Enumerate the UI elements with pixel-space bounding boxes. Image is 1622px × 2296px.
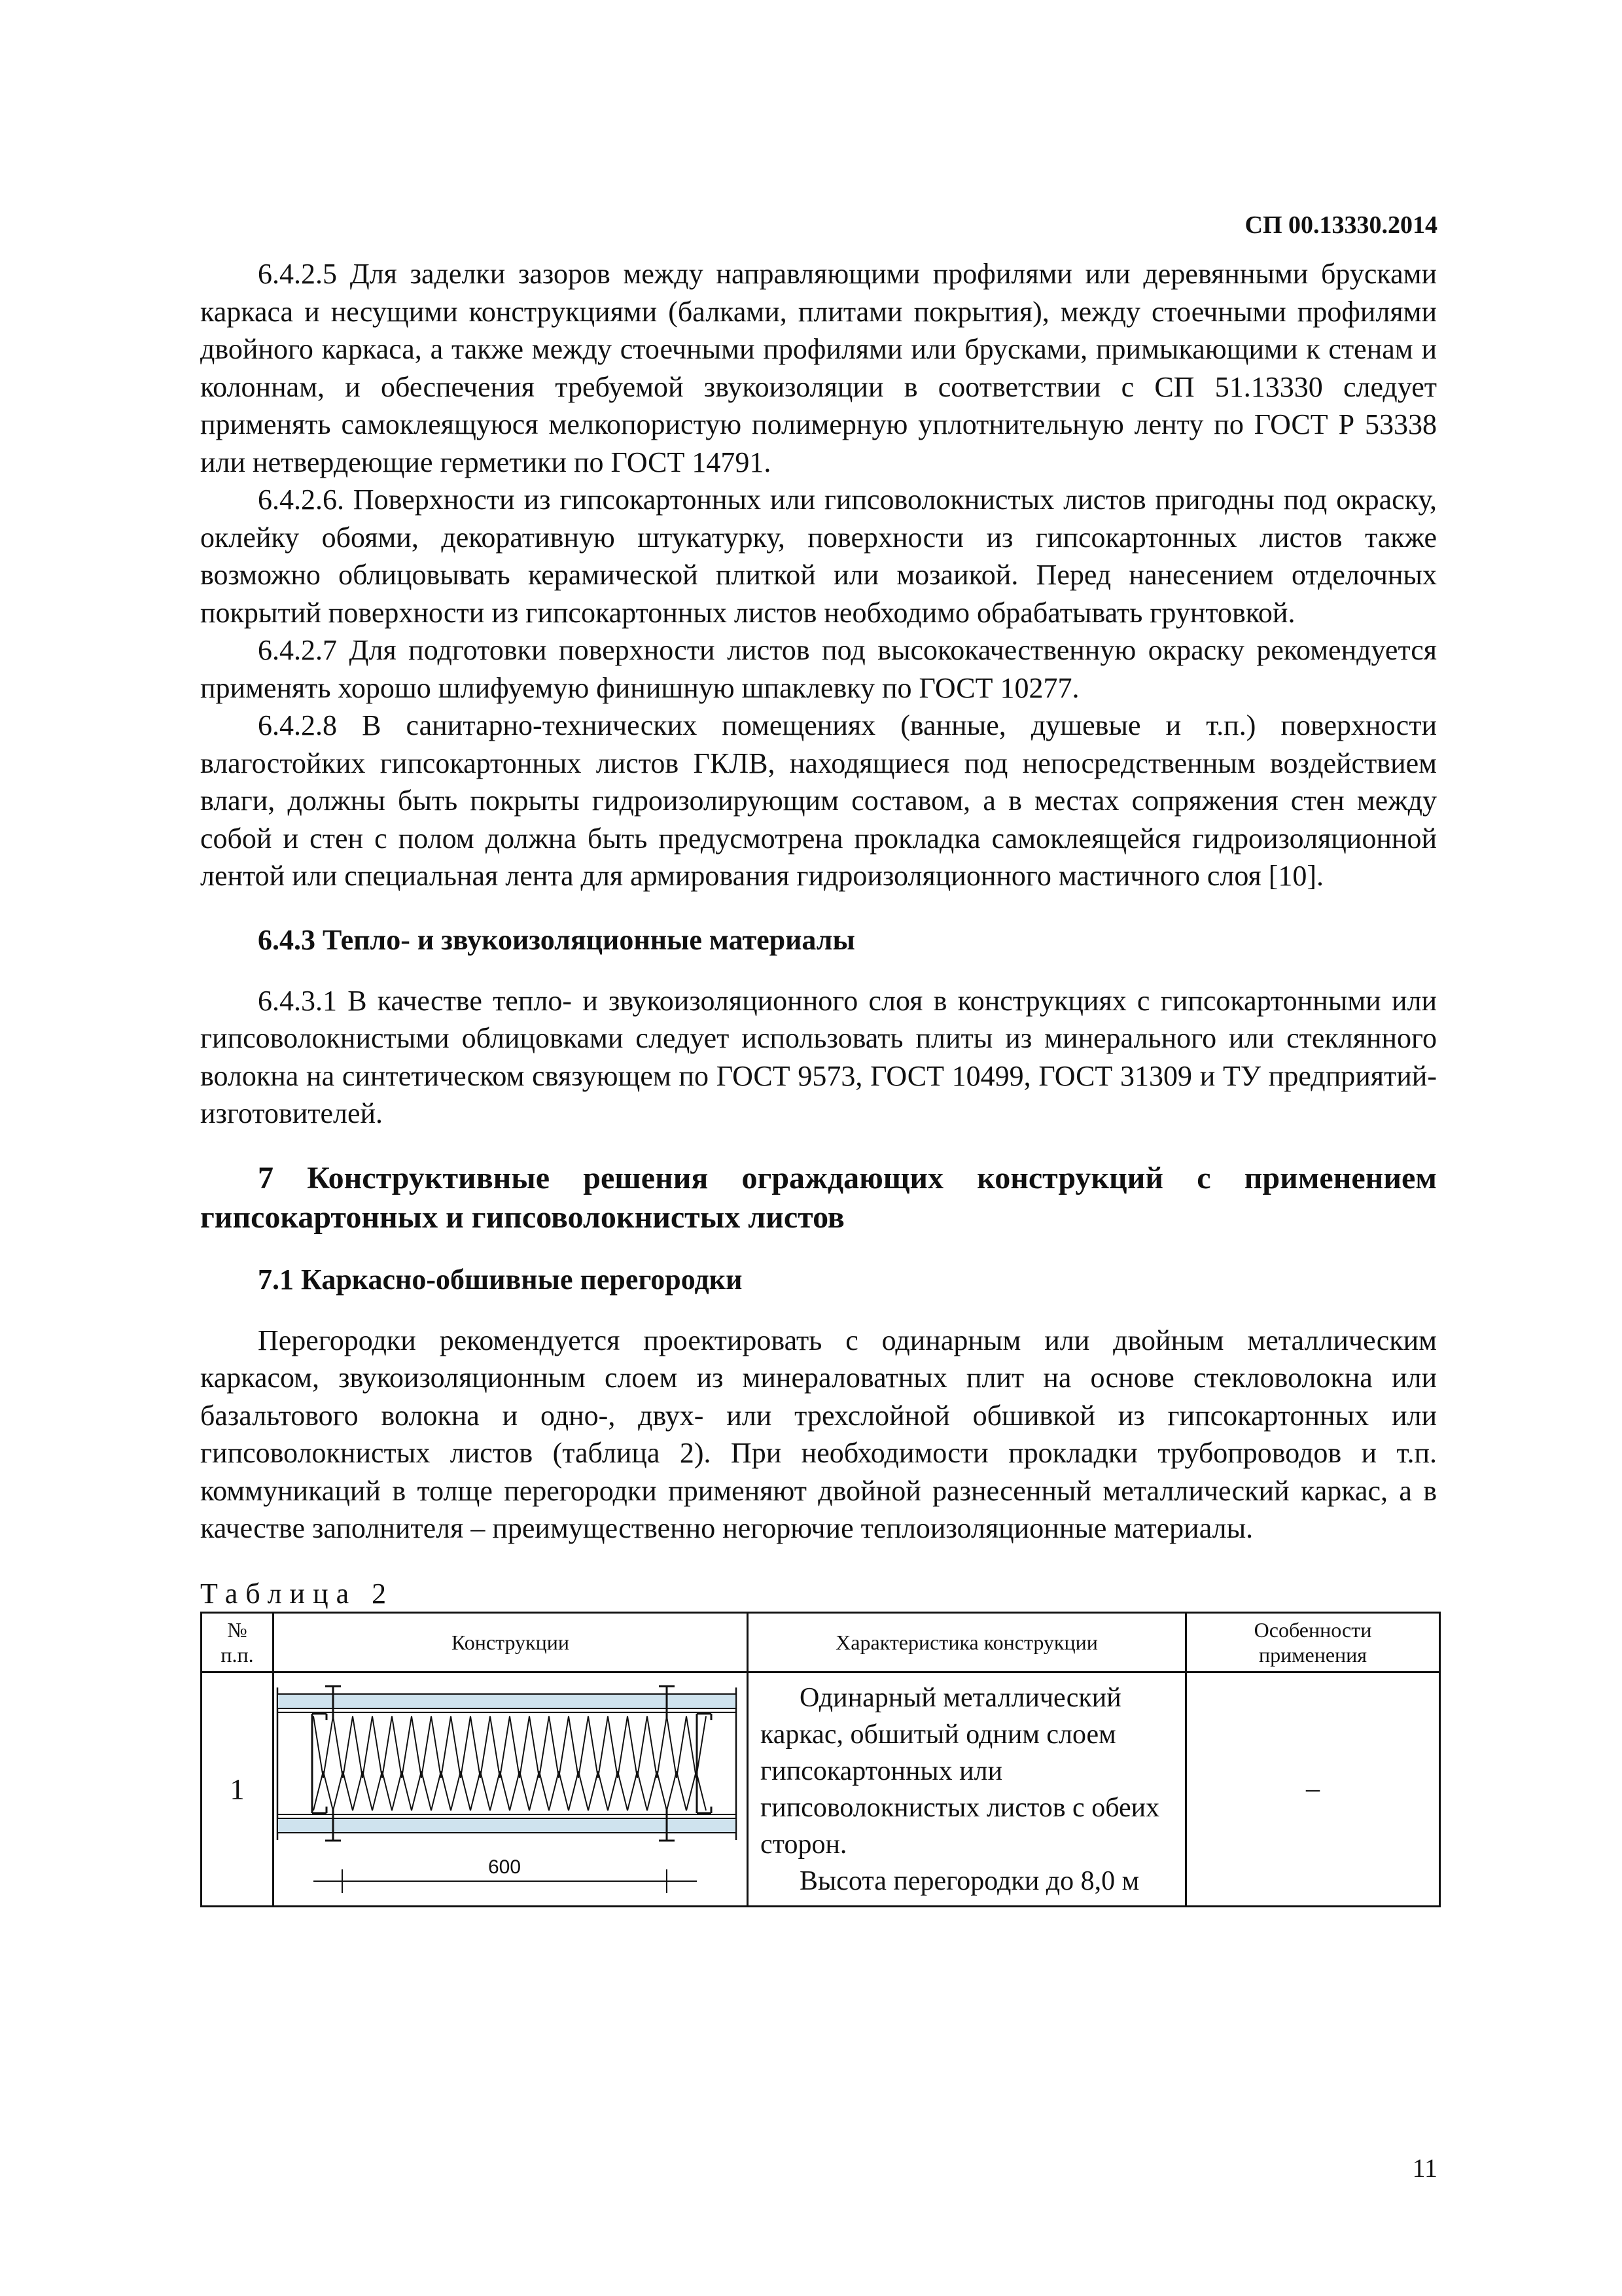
insulation-zigzag bbox=[313, 1716, 706, 1778]
construction-drawing-cell bbox=[273, 1672, 748, 1906]
page-content bbox=[200, 255, 1437, 1907]
characteristic-text: Одинарный металлический каркас, обшитый одним слоем гипсокартонных или гипсоволокнистых листов с обеих сторон. bbox=[760, 1683, 1160, 1860]
header-features-line2: применения bbox=[1259, 1642, 1367, 1667]
header-num-line1: № bbox=[227, 1617, 247, 1642]
paragraph-7-1: Перегородки рекомендуется проектировать с одинарным или двойным металлическим каркасом, звукоизоляционным слоем из минераловатных плит на основе стекловолокна или базальтового волокна и одно-, двух- или трехслойной обшивкой из гипсокартонных или гипсоволокнистых листов (таблица 2). При необходимости прокладки трубопроводов и т.п. коммуникаций в толще перегородки применяют двойной разнесенный металлический каркас, а в качестве заполнителя – преимущественно негорючие теплоизоляционные материалы. bbox=[200, 1324, 1437, 1544]
table-caption: Таблица 2 bbox=[200, 1577, 395, 1610]
header-num-line2: п.п. bbox=[220, 1642, 254, 1667]
header-characteristic: Характеристика конструкции bbox=[748, 1612, 1186, 1672]
dimension-label: 600 bbox=[487, 1856, 521, 1878]
paragraph-6-4-2-5: 6.4.2.5 Для заделки зазоров между направляющими профилями или деревянными брусками каркаса и несущими конструкциями (балками, плитами покрытия), между стоечными профилями двойного каркаса, а также между стоечными профилями или брусками, примыкающими к стенам и колоннам, и обеспечения требуемой звукоизоляции в соответствии с СП 51.13330 следует применять самоклеящуюся мелкопористую полимерную уплотнительную ленту по ГОСТ Р 53338 или нетвердеющие герметики по ГОСТ 14791. bbox=[200, 258, 1437, 478]
heading-7-1: 7.1 Каркасно-обшивные перегородки bbox=[258, 1263, 743, 1296]
insulation-zigzag-lower bbox=[313, 1771, 706, 1810]
screws bbox=[325, 1686, 675, 1841]
header-num bbox=[202, 1612, 273, 1672]
steel-stud-left bbox=[312, 1714, 326, 1813]
table-header-row bbox=[202, 1612, 1440, 1672]
features-cell: – bbox=[1186, 1672, 1440, 1906]
heading-section-7: 7 Конструктивные решения ограждающих конструкций с применением гипсокартонных и гипсоволокнистых листов bbox=[200, 1160, 1437, 1235]
characteristic-cell bbox=[748, 1672, 1186, 1906]
paragraph-6-4-2-8: 6.4.2.8 В санитарно-технических помещениях (ванные, душевые и т.п.) поверхности влагостойких гипсокартонных листов ГКЛВ, находящиеся под непосредственным воздействием влаги, должны быть покрыты гидроизолирующим составом, а в местах сопряжения стен между собой и стен с полом должна быть предусмотрена прокладка самоклеящейся гидроизоляционной лентой или специальная лента для армирования гидроизоляционного мастичного слоя [10]. bbox=[200, 709, 1437, 892]
table-row bbox=[202, 1672, 1440, 1906]
paragraph-6-4-2-6: 6.4.2.6. Поверхности из гипсокартонных или гипсоволокнистых листов пригодны под окраску, оклейку обоями, декоративную штукатурку, поверхности из гипсокартонных листов также возможно облицовывать керамической плиткой или мозаикой. Перед нанесением отделочных покрытий поверхности из гипсокартонных листов необходимо обрабатывать грунтовкой. bbox=[200, 484, 1437, 629]
header-features-line1: Особенности bbox=[1254, 1617, 1372, 1642]
paragraph-6-4-3-1: 6.4.3.1 В качестве тепло- и звукоизоляционного слоя в конструкциях с гипсокартонными или гипсоволокнистыми облицовками следует использовать плиты из минерального или стеклянного волокна на синтетическом связующем по ГОСТ 9573, ГОСТ 10499, ГОСТ 31309 и ТУ предприятий-изготовителей. bbox=[200, 984, 1437, 1129]
table-2 bbox=[200, 1612, 1441, 1907]
paragraph-6-4-2-7: 6.4.2.7 Для подготовки поверхности листов под высококачественную окраску рекомендуется применять хорошо шлифуемую финишную шпаклевку по ГОСТ 10277. bbox=[200, 634, 1437, 704]
heading-6-4-3: 6.4.3 Тепло- и звукоизоляционные материалы bbox=[258, 923, 855, 956]
document-code: СП 00.13330.2014 bbox=[1244, 211, 1437, 239]
header-features bbox=[1186, 1612, 1440, 1672]
partition-drawing bbox=[274, 1673, 745, 1902]
header-constructions: Конструкции bbox=[273, 1612, 748, 1672]
page-number: 11 bbox=[1412, 2153, 1437, 2183]
row-num: 1 bbox=[202, 1672, 273, 1906]
characteristic-height: Высота перегородки до 8,0 м bbox=[800, 1866, 1140, 1896]
